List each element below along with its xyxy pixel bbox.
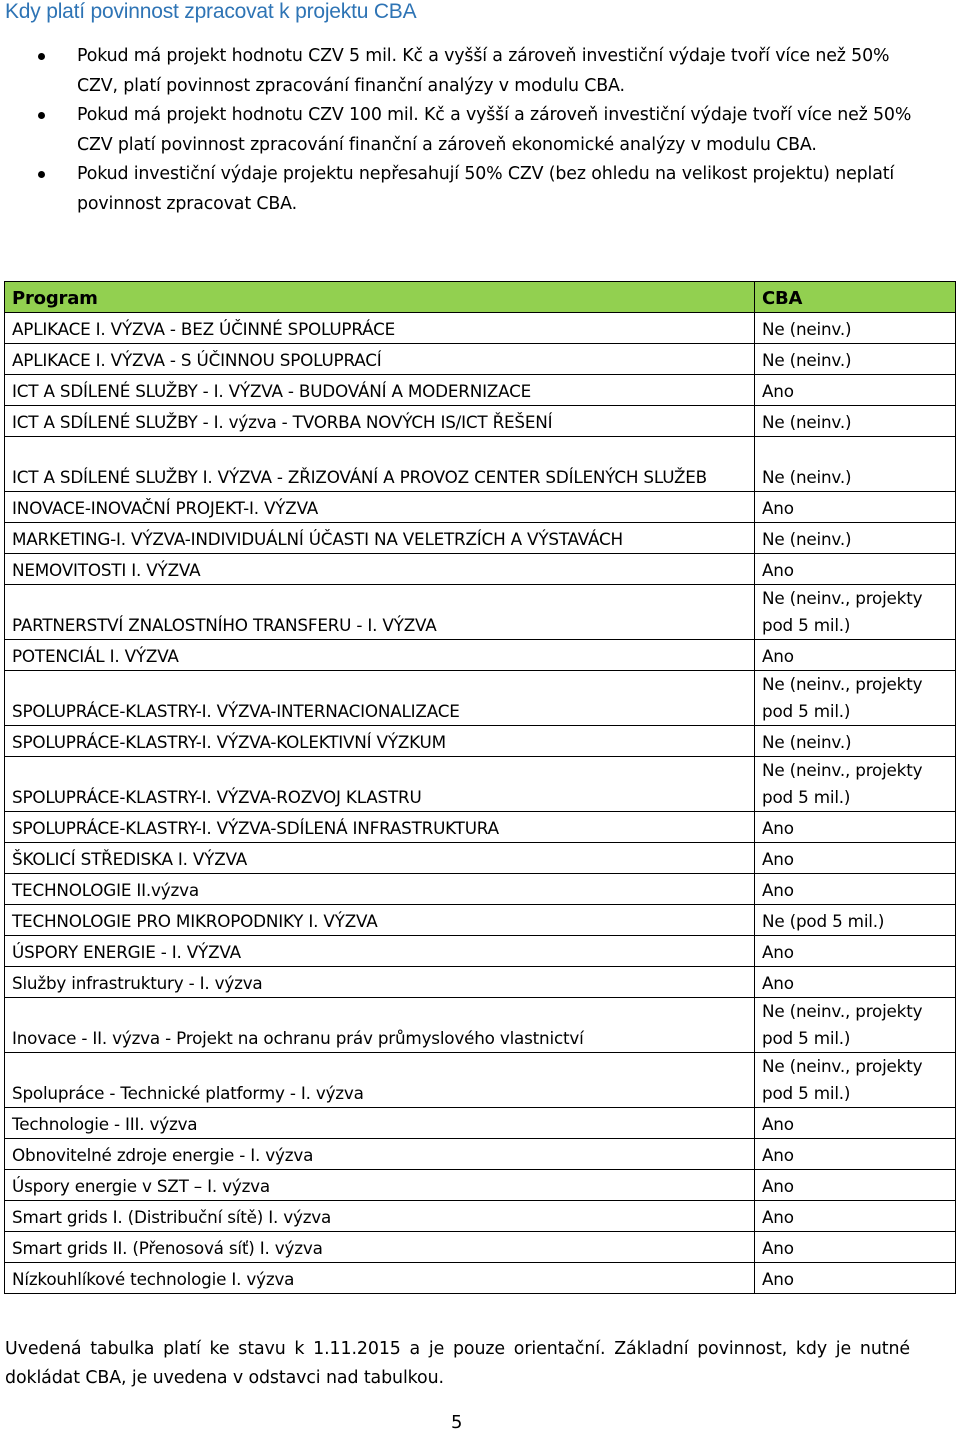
cba-cell: Ano — [755, 375, 956, 406]
cba-cell: Ne (neinv., projekty pod 5 mil.) — [755, 998, 956, 1053]
cba-cell: Ne (neinv., projekty pod 5 mil.) — [755, 585, 956, 640]
table-row — [5, 640, 956, 671]
table-row — [5, 1139, 956, 1170]
cba-cell: Ano — [755, 1232, 956, 1263]
cba-cell: Ano — [755, 843, 956, 874]
cba-cell: Ne (neinv.) — [755, 344, 956, 375]
table-row — [5, 492, 956, 523]
cba-cell: Ano — [755, 967, 956, 998]
table-row — [5, 406, 956, 437]
program-cell: SPOLUPRÁCE-KLASTRY-I. VÝZVA-KOLEKTIVNÍ VÝZKUM — [5, 726, 755, 757]
program-cell: Smart grids I. (Distribuční sítě) I. výzva — [5, 1201, 755, 1232]
cba-cell: Ne (neinv., projekty pod 5 mil.) — [755, 1053, 956, 1108]
table-row — [5, 874, 956, 905]
bullet-list — [0, 42, 960, 219]
cba-cell: Ano — [755, 492, 956, 523]
cba-cell: Ne (neinv.) — [755, 313, 956, 344]
cba-table — [4, 281, 956, 1294]
bullet-dot-icon — [38, 53, 45, 60]
table-row — [5, 1263, 956, 1294]
table-row — [5, 1170, 956, 1201]
program-cell: ŠKOLICÍ STŘEDISKA I. VÝZVA — [5, 843, 755, 874]
bullet-text: Pokud má projekt hodnotu CZV 100 mil. Kč a vyšší a zároveň investiční výdaje tvoří více než 50% CZV platí povinnost zpracování finanční a zároveň ekonomické analýzy v modulu CBA. — [77, 105, 912, 155]
cba-cell: Ano — [755, 874, 956, 905]
program-cell: ICT A SDÍLENÉ SLUŽBY - I. výzva - TVORBA NOVÝCH IS/ICT ŘEŠENÍ — [5, 406, 755, 437]
header-cba: CBA — [755, 282, 956, 313]
cba-cell: Ano — [755, 936, 956, 967]
table-row — [5, 843, 956, 874]
program-cell: INOVACE-INOVAČNÍ PROJEKT-I. VÝZVA — [5, 492, 755, 523]
bullet-text: Pokud má projekt hodnotu CZV 5 mil. Kč a vyšší a zároveň investiční výdaje tvoří více než 50% CZV, platí povinnost zpracování finanční analýzy v modulu CBA. — [77, 46, 890, 96]
cba-cell: Ne (neinv., projekty pod 5 mil.) — [755, 671, 956, 726]
bullet-text: Pokud investiční výdaje projektu nepřesahují 50% CZV (bez ohledu na velikost projektu) neplatí povinnost zpracovat CBA. — [77, 164, 895, 214]
program-cell: Nízkouhlíkové technologie I. výzva — [5, 1263, 755, 1294]
program-cell: ICT A SDÍLENÉ SLUŽBY - I. VÝZVA - BUDOVÁNÍ A MODERNIZACE — [5, 375, 755, 406]
cba-cell: Ano — [755, 1108, 956, 1139]
program-cell: SPOLUPRÁCE-KLASTRY-I. VÝZVA-ROZVOJ KLASTRU — [5, 757, 755, 812]
cba-cell: Ne (neinv.) — [755, 726, 956, 757]
table-note: Uvedená tabulka platí ke stavu k 1.11.2015 a je pouze orientační. Základní povinnost, kdy je nutné dokládat CBA, je uvedena v odstavci nad tabulkou. — [5, 1339, 910, 1388]
program-cell: TECHNOLOGIE PRO MIKROPODNIKY I. VÝZVA — [5, 905, 755, 936]
table-row — [5, 1108, 956, 1139]
program-cell: POTENCIÁL I. VÝZVA — [5, 640, 755, 671]
program-cell: APLIKACE I. VÝZVA - S ÚČINNOU SPOLUPRACÍ — [5, 344, 755, 375]
table-row — [5, 1053, 956, 1108]
program-cell: APLIKACE I. VÝZVA - BEZ ÚČINNÉ SPOLUPRÁCE — [5, 313, 755, 344]
program-cell: Služby infrastruktury - I. výzva — [5, 967, 755, 998]
cba-cell: Ano — [755, 554, 956, 585]
page-heading: Kdy platí povinnost zpracovat k projektu CBA — [5, 0, 417, 23]
table-row — [5, 1232, 956, 1263]
table-row — [5, 998, 956, 1053]
cba-cell: Ne (neinv.) — [755, 523, 956, 554]
cba-cell: Ano — [755, 1201, 956, 1232]
table-row — [5, 967, 956, 998]
program-cell: NEMOVITOSTI I. VÝZVA — [5, 554, 755, 585]
header-program: Program — [5, 282, 755, 313]
table-row — [5, 437, 956, 492]
table-row — [5, 1201, 956, 1232]
table-row — [5, 757, 956, 812]
table-row — [5, 905, 956, 936]
page-number: 5 — [451, 1412, 463, 1433]
program-cell: SPOLUPRÁCE-KLASTRY-I. VÝZVA-SDÍLENÁ INFRASTRUKTURA — [5, 812, 755, 843]
table-header-row — [5, 282, 956, 313]
program-cell: Úspory energie v SZT – I. výzva — [5, 1170, 755, 1201]
table-row — [5, 523, 956, 554]
program-cell: Spolupráce - Technické platformy - I. výzva — [5, 1053, 755, 1108]
program-cell: Smart grids II. (Přenosová síť) I. výzva — [5, 1232, 755, 1263]
bullet-dot-icon — [38, 112, 45, 119]
program-cell: TECHNOLOGIE II.výzva — [5, 874, 755, 905]
program-cell: ÚSPORY ENERGIE - I. VÝZVA — [5, 936, 755, 967]
table-row — [5, 936, 956, 967]
cba-cell: Ano — [755, 1263, 956, 1294]
cba-cell: Ne (neinv., projekty pod 5 mil.) — [755, 757, 956, 812]
program-cell: SPOLUPRÁCE-KLASTRY-I. VÝZVA-INTERNACIONALIZACE — [5, 671, 755, 726]
program-cell: Inovace - II. výzva - Projekt na ochranu práv průmyslového vlastnictví — [5, 998, 755, 1053]
table-row — [5, 671, 956, 726]
program-cell: Obnovitelné zdroje energie - I. výzva — [5, 1139, 755, 1170]
bullet-item — [0, 42, 960, 101]
program-cell: MARKETING-I. VÝZVA-INDIVIDUÁLNÍ ÚČASTI NA VELETRZÍCH A VÝSTAVÁCH — [5, 523, 755, 554]
table-row — [5, 375, 956, 406]
bullet-item — [0, 101, 960, 160]
table-row — [5, 554, 956, 585]
table-row — [5, 585, 956, 640]
table-row — [5, 344, 956, 375]
cba-cell: Ne (neinv.) — [755, 406, 956, 437]
cba-cell: Ano — [755, 812, 956, 843]
table-row — [5, 812, 956, 843]
bullet-item — [0, 160, 960, 219]
program-cell: PARTNERSTVÍ ZNALOSTNÍHO TRANSFERU - I. VÝZVA — [5, 585, 755, 640]
program-cell: ICT A SDÍLENÉ SLUŽBY I. VÝZVA - ZŘIZOVÁNÍ A PROVOZ CENTER SDÍLENÝCH SLUŽEB — [5, 437, 755, 492]
program-cell: Technologie - III. výzva — [5, 1108, 755, 1139]
table-body — [5, 313, 956, 1294]
bullet-dot-icon — [38, 171, 45, 178]
cba-cell: Ano — [755, 1139, 956, 1170]
cba-cell: Ne (pod 5 mil.) — [755, 905, 956, 936]
table-row — [5, 313, 956, 344]
cba-cell: Ano — [755, 640, 956, 671]
cba-cell: Ano — [755, 1170, 956, 1201]
cba-cell: Ne (neinv.) — [755, 437, 956, 492]
table-row — [5, 726, 956, 757]
